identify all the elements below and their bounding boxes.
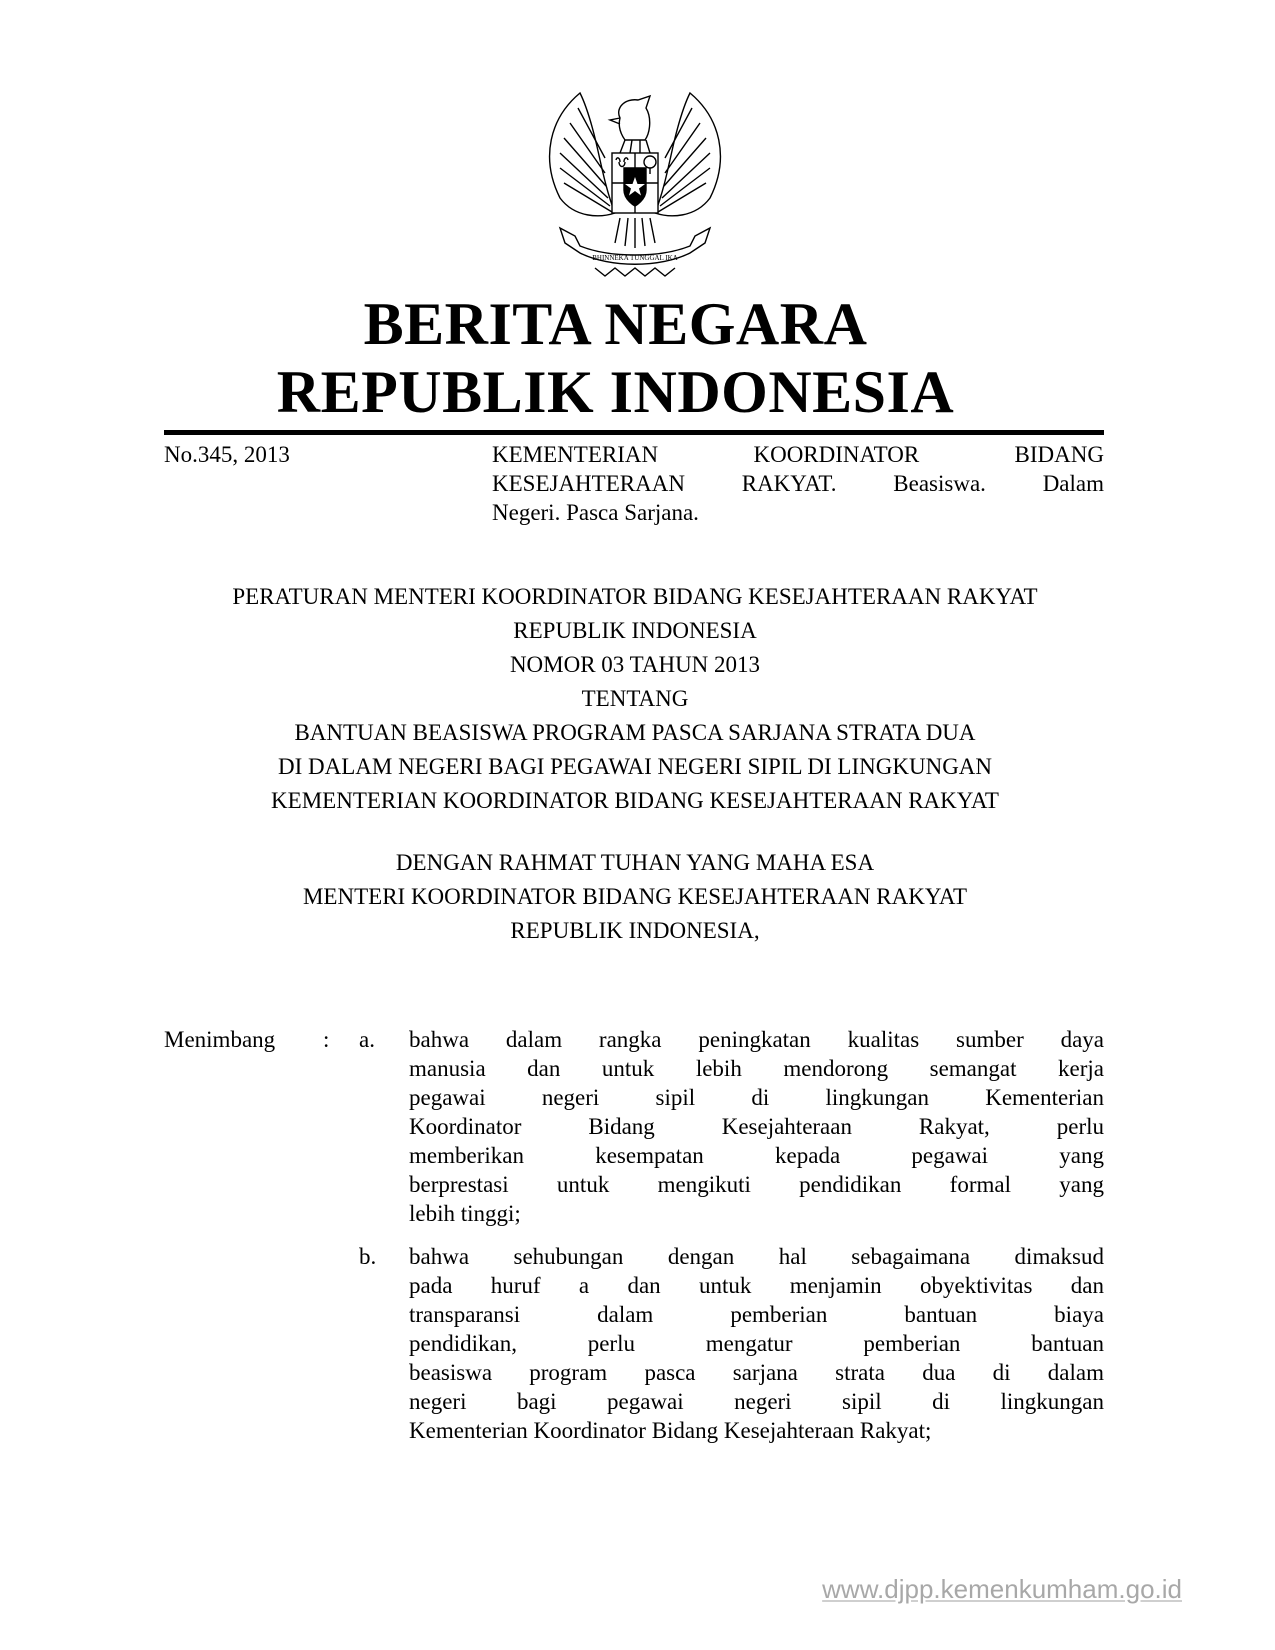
considering-label: Menimbang	[164, 1027, 276, 1052]
considering-item-a	[359, 1025, 1104, 1228]
item-line: transparansi dalam pemberian bantuan biaya	[409, 1302, 1104, 1327]
gazette-subject	[492, 440, 1104, 527]
preamble-line: DENGAN RAHMAT TUHAN YANG MAHA ESA	[395, 850, 875, 875]
considering-item-b	[359, 1242, 1104, 1445]
item-line: Koordinator Bidang Kesejahteraan Rakyat, perlu	[409, 1114, 1104, 1139]
subject-line: KESEJAHTERAAN RAKYAT. Beasiswa. Dalam	[492, 471, 1104, 496]
item-line: negeri bagi pegawai negeri sipil di lingkungan	[409, 1389, 1104, 1414]
regulation-line: REPUBLIK INDONESIA	[513, 618, 757, 643]
regulation-line: PERATURAN MENTERI KOORDINATOR BIDANG KESEJAHTERAAN RAKYAT	[232, 584, 1038, 609]
item-line: beasiswa program pasca sarjana strata dua di dalam	[409, 1360, 1104, 1385]
item-line: bahwa sehubungan dengan hal sebagaimana dimaksud	[409, 1244, 1104, 1269]
regulation-line: DI DALAM NEGERI BAGI PEGAWAI NEGERI SIPIL DI LINGKUNGAN	[277, 754, 993, 779]
item-line: Kementerian Koordinator Bidang Kesejahteraan Rakyat;	[409, 1418, 932, 1443]
regulation-heading	[130, 580, 1140, 818]
source-watermark-link[interactable]: www.djpp.kemenkumham.go.id	[822, 1574, 1182, 1604]
regulation-line: NOMOR 03 TAHUN 2013	[509, 652, 761, 677]
item-line: bahwa dalam rangka peningkatan kualitas sumber daya	[409, 1027, 1104, 1052]
item-line: pegawai negeri sipil di lingkungan Kementerian	[409, 1085, 1104, 1110]
header-divider	[164, 430, 1104, 435]
gazette-subtitle: REPUBLIK INDONESIA	[276, 359, 955, 425]
regulation-line: BANTUAN BEASISWA PROGRAM PASCA SARJANA STRATA DUA	[294, 720, 976, 745]
gazette-number: No.345, 2013	[164, 442, 290, 467]
subject-line: Negeri. Pasca Sarjana.	[492, 500, 699, 525]
gazette-title: BERITA NEGARA	[363, 291, 868, 357]
item-line: manusia dan untuk lebih mendorong semangat kerja	[409, 1056, 1104, 1081]
item-line: pendidikan, perlu mengatur pemberian bantuan	[409, 1331, 1104, 1356]
svg-text:BHINNEKA TUNGGAL IKA: BHINNEKA TUNGGAL IKA	[592, 254, 678, 262]
regulation-line: TENTANG	[581, 686, 689, 711]
item-line: berprestasi untuk mengikuti pendidikan formal yang	[409, 1172, 1104, 1197]
item-line: pada huruf a dan untuk menjamin obyektivitas dan	[409, 1273, 1104, 1298]
garuda-emblem-icon	[520, 78, 750, 278]
item-letter: b.	[359, 1244, 377, 1269]
item-line: memberikan kesempatan kepada pegawai yang	[409, 1143, 1104, 1168]
preamble-heading	[130, 846, 1140, 948]
item-line: lebih tinggi;	[409, 1201, 521, 1226]
subject-line: KEMENTERIAN KOORDINATOR BIDANG	[492, 442, 1104, 467]
preamble-line: REPUBLIK INDONESIA,	[510, 918, 760, 943]
regulation-line: KEMENTERIAN KOORDINATOR BIDANG KESEJAHTERAAN RAKYAT	[271, 788, 999, 813]
considering-section	[164, 1025, 1104, 1445]
preamble-line: MENTERI KOORDINATOR BIDANG KESEJAHTERAAN RAKYAT	[302, 884, 967, 909]
item-letter: a.	[359, 1027, 375, 1052]
considering-colon: :	[323, 1027, 330, 1052]
